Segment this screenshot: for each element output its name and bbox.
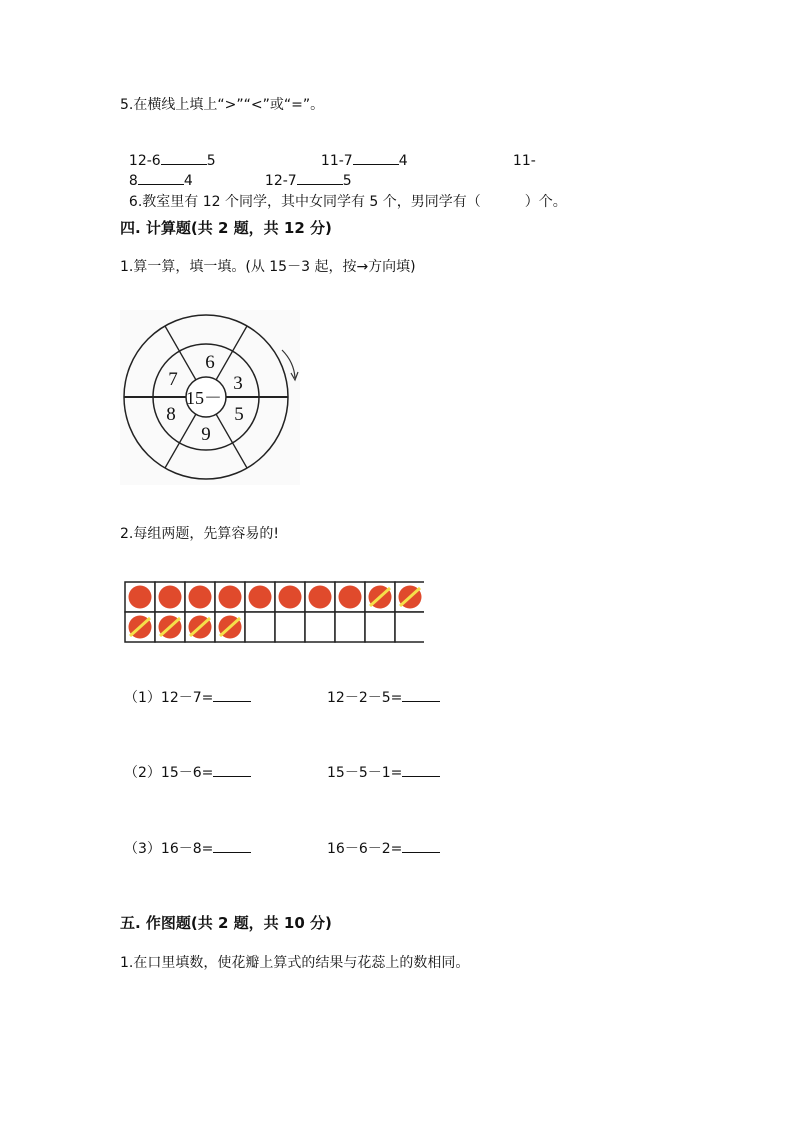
answer-blank[interactable] bbox=[213, 775, 251, 777]
grid-cell bbox=[275, 612, 305, 642]
counter-dot bbox=[129, 586, 152, 609]
compare-left: 8 bbox=[128, 173, 138, 189]
compare-right: 5 bbox=[206, 153, 216, 169]
answer-blank[interactable] bbox=[353, 163, 399, 165]
q6-text-a: 6.教室里有 12 个同学，其中女同学有 5 个，男同学有（ bbox=[128, 194, 481, 210]
wheel-center-label: 15－ bbox=[186, 388, 222, 408]
wheel-number: 5 bbox=[234, 404, 244, 425]
compare-item-3 bbox=[504, 140, 536, 168]
answer-blank[interactable] bbox=[402, 700, 440, 702]
equation-text: 12－2－5= bbox=[327, 690, 403, 706]
equation-text: （3）16－8= bbox=[124, 841, 214, 857]
equation-text: 15－5－1= bbox=[327, 765, 403, 781]
equation-row-2a bbox=[124, 766, 251, 780]
grid-cell bbox=[305, 612, 335, 642]
answer-blank[interactable] bbox=[213, 700, 251, 702]
answer-blank[interactable] bbox=[402, 851, 440, 853]
equation-row-3a bbox=[124, 842, 251, 856]
compare-right: 5 bbox=[342, 173, 352, 189]
grid-cell bbox=[365, 612, 395, 642]
compare-left: 12-7 bbox=[264, 173, 297, 189]
ten-frame-grid bbox=[124, 581, 424, 643]
q6-text bbox=[120, 181, 567, 209]
number-wheel bbox=[120, 310, 300, 485]
counter-dot bbox=[219, 586, 242, 609]
wheel-number: 3 bbox=[233, 373, 243, 394]
wheel-number: 9 bbox=[201, 424, 211, 445]
divider bbox=[216, 326, 247, 380]
grid-cell bbox=[245, 612, 275, 642]
grid-cell bbox=[335, 612, 365, 642]
grid-cell bbox=[395, 612, 424, 642]
compare-right: 4 bbox=[183, 173, 193, 189]
wheel-number: 8 bbox=[166, 404, 176, 425]
s4-q1-text: 1.算一算，填一填。(从 15－3 起，按→方向填) bbox=[120, 259, 416, 275]
counter-dot bbox=[189, 586, 212, 609]
wheel-number: 6 bbox=[205, 352, 215, 373]
compare-left: 11- bbox=[512, 153, 536, 169]
compare-left: 12-6 bbox=[128, 153, 161, 169]
q5-title: 5.在横线上填上“>”“<”或“=”。 bbox=[120, 97, 325, 113]
s5-q1-text: 1.在口里填数，使花瓣上算式的结果与花蕊上的数相同。 bbox=[120, 955, 470, 971]
section5-heading: 五. 作图题(共 2 题，共 10 分) bbox=[120, 914, 332, 932]
answer-blank[interactable] bbox=[213, 851, 251, 853]
equation-row-1a bbox=[124, 691, 251, 705]
equation-row-1b bbox=[327, 691, 440, 705]
counter-dot bbox=[339, 586, 362, 609]
counter-dot bbox=[279, 586, 302, 609]
section4-heading: 四. 计算题(共 2 题，共 12 分) bbox=[120, 219, 332, 237]
equation-row-3b bbox=[327, 842, 440, 856]
counter-dot bbox=[309, 586, 332, 609]
equation-text: （1）12－7= bbox=[124, 690, 214, 706]
compare-left: 11-7 bbox=[320, 153, 353, 169]
equation-text: （2）15－6= bbox=[124, 765, 214, 781]
q6-text-b: ）个。 bbox=[524, 194, 567, 210]
s4-q2-text: 2.每组两题，先算容易的! bbox=[120, 526, 279, 542]
counter-dot bbox=[249, 586, 272, 609]
equation-row-2b bbox=[327, 766, 440, 780]
answer-blank[interactable] bbox=[402, 775, 440, 777]
compare-right: 4 bbox=[398, 153, 408, 169]
counter-dot bbox=[159, 586, 182, 609]
wheel-number: 7 bbox=[168, 369, 178, 390]
equation-text: 16－6－2= bbox=[327, 841, 403, 857]
